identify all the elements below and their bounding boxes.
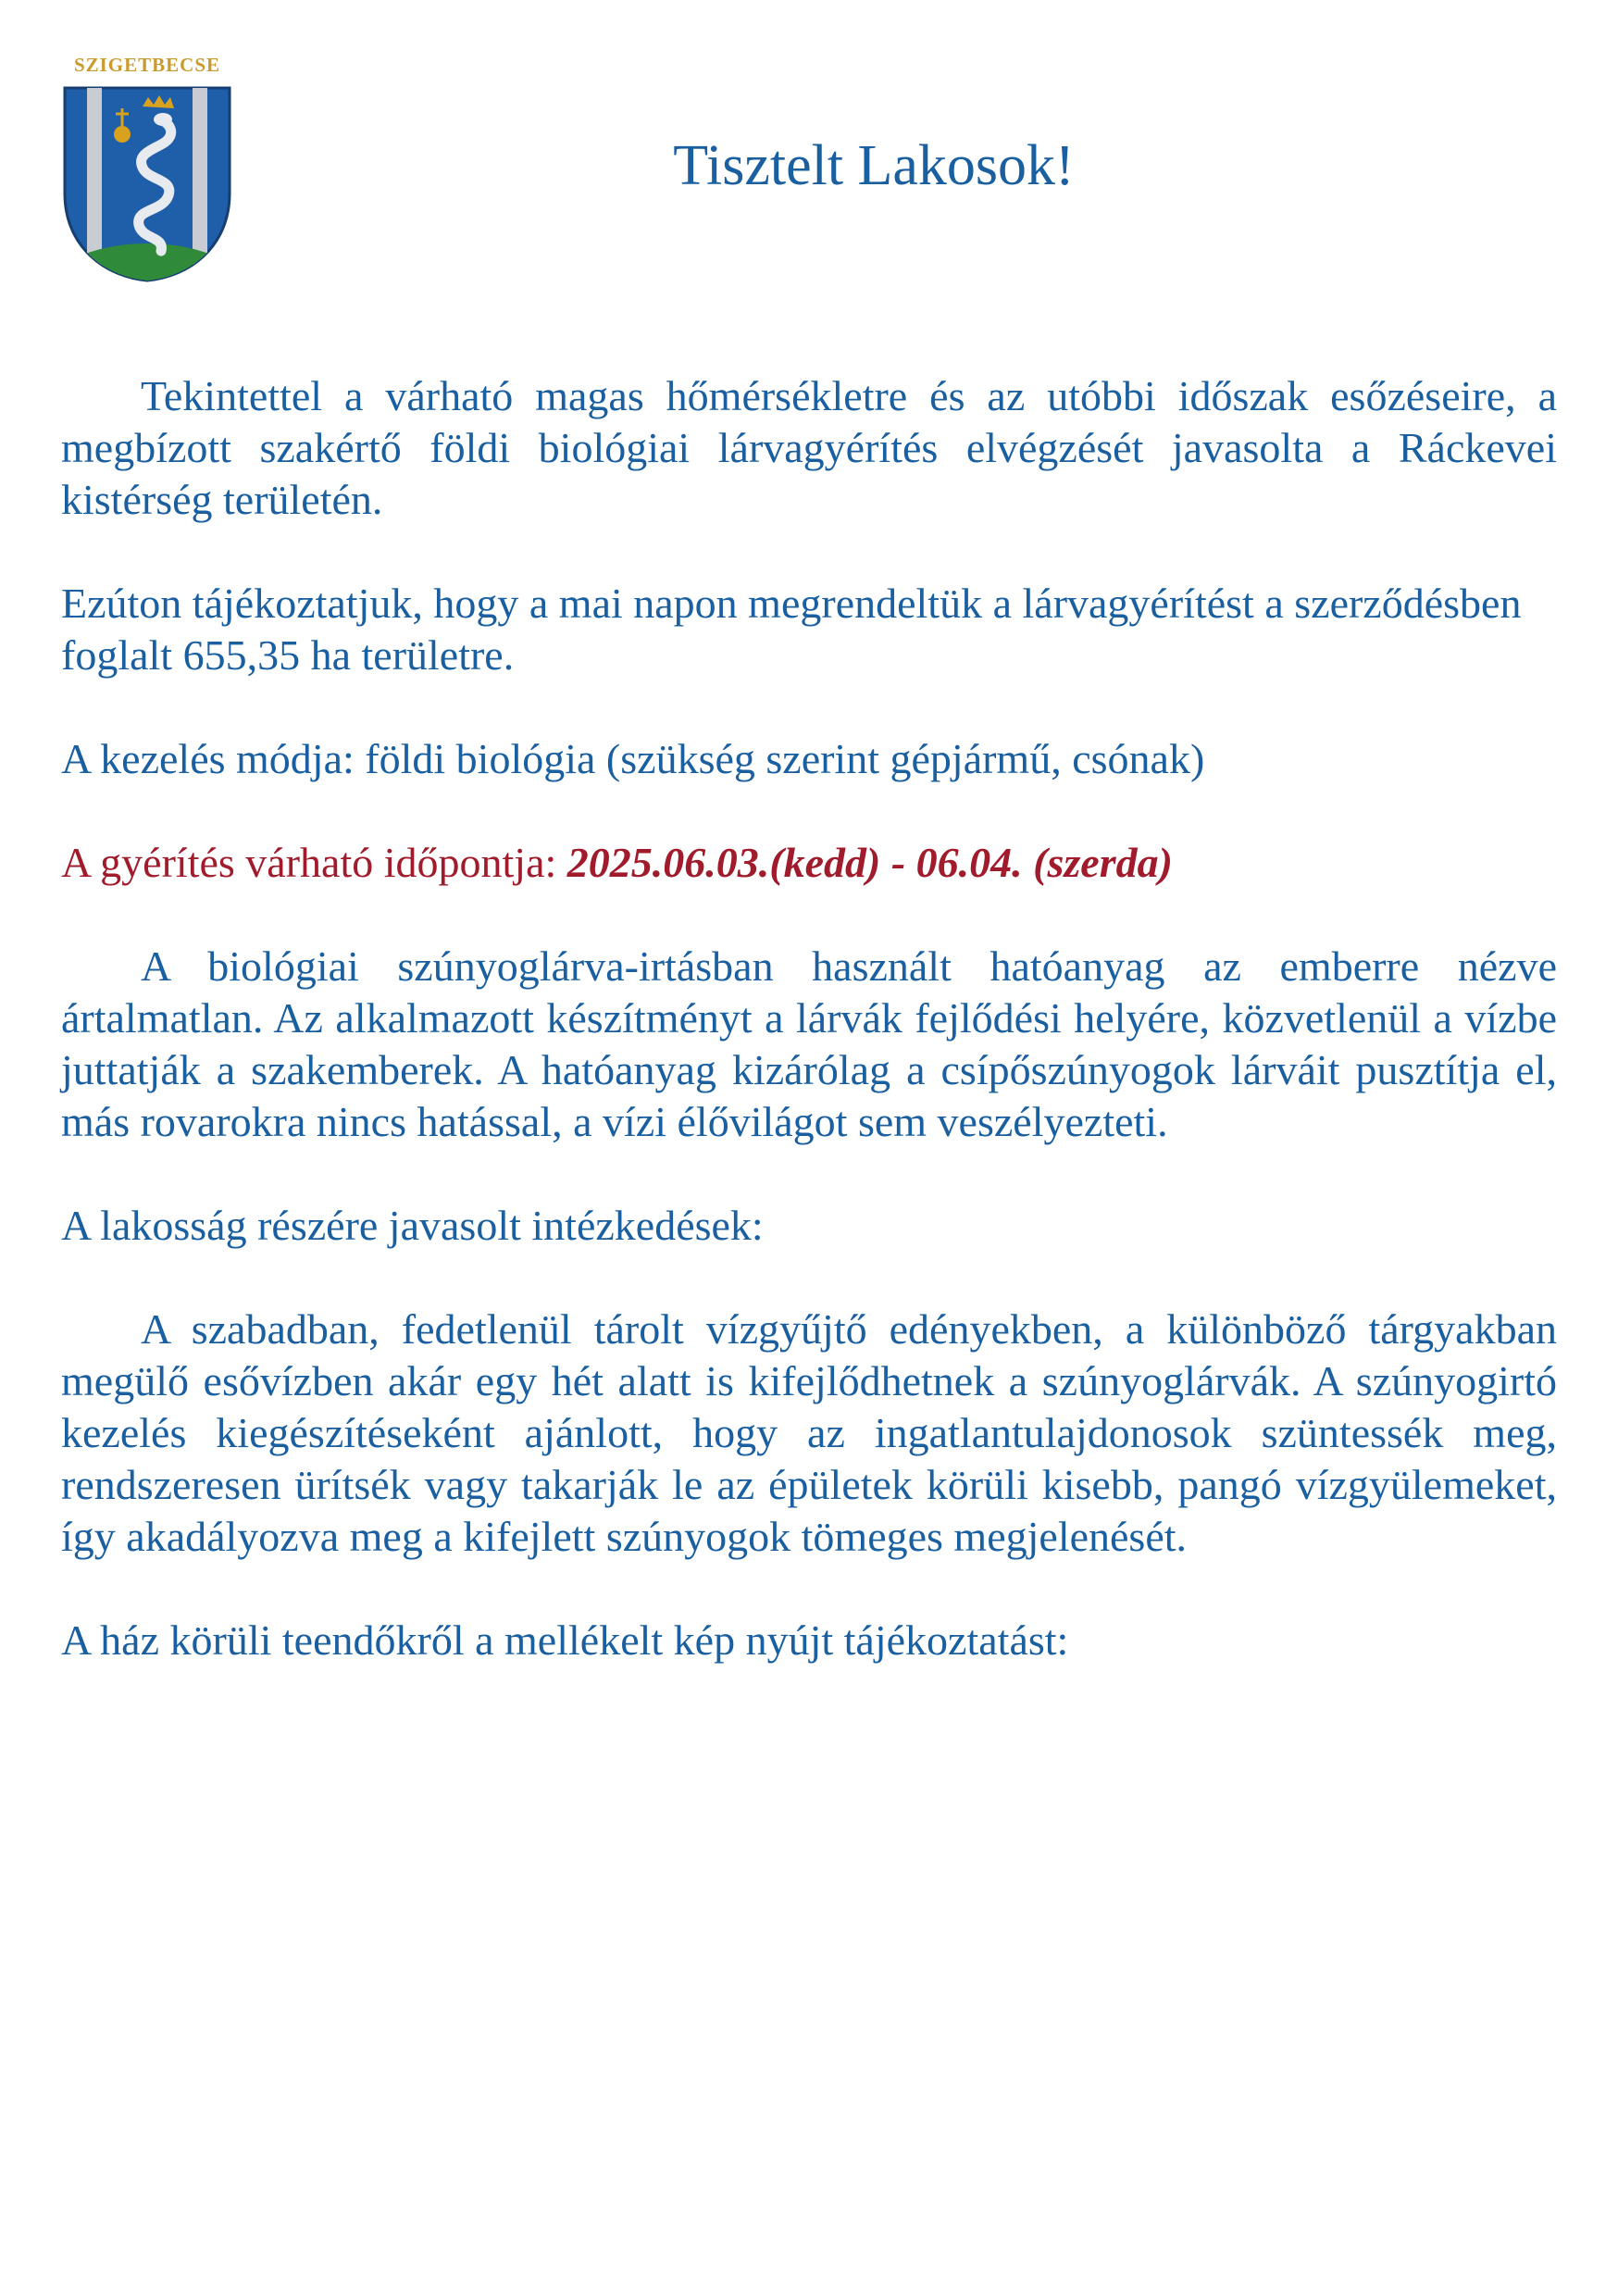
logo-label: SZIGETBECSE (73, 54, 221, 76)
paragraph-intro: Tekintettel a várható magas hőmérsékletre és az utóbbi időszak esőzéseire, a megbízott szakértő földi biológiai lárvagyérítés elvégzését javasolta a Ráckevei kistérség területén. (61, 372, 1557, 523)
paragraph-method: A kezelés módja: földi biológia (szükség szerint gépjármű, csónak) (61, 735, 1205, 782)
page-title: Tisztelt Lakosok! (673, 134, 1075, 197)
schedule-label: A gyérítés várható időpontja: (61, 839, 567, 886)
paragraph-schedule (61, 837, 1557, 889)
paragraph-order-info: Ezúton tájékoztatjuk, hogy a mai napon megrendeltük a lárvagyérítést a szerződésben foglalt 655,35 ha területre. (61, 580, 1522, 679)
paragraph-measures-heading: A lakosság részére javasolt intézkedések: (61, 1202, 764, 1249)
schedule-date: 2025.06.03.(kedd) - 06.04. (szerda) (566, 839, 1173, 886)
notice-body (61, 370, 1557, 1666)
paragraph-attachment-note: A ház körüli teendőkről a mellékelt kép nyújt tájékoztatást: (61, 1616, 1069, 1664)
paragraph-safety: A biológiai szúnyoglárva-irtásban használt hatóanyag az emberre nézve ártalmatlan. Az alkalmazott készítményt a lárvák fejlődési helyére, közvetlenül a vízbe juttatják a szakemberek. A hatóanyag kizárólag a csípőszúnyogok lárváit pusztítja el, más rovarokra nincs hatással, a vízi élővilágot sem veszélyezteti. (61, 942, 1557, 1145)
paragraph-measures: A szabadban, fedetlenül tárolt vízgyűjtő edényekben, a különböző tárgyakban megülő esővízben akár egy hét alatt is kifejlődhetnek a szúnyoglárvák. A szúnyogirtó kezelés kiegészítéseként ajánlott, hogy az ingatlantulajdonosok szüntessék meg, rendszeresen ürítsék vagy takarják le az épületek körüli kisebb, pangó vízgyülemeket, így akadályozva meg a kifejlett szúnyogok tömeges megjelenését. (61, 1305, 1557, 1560)
